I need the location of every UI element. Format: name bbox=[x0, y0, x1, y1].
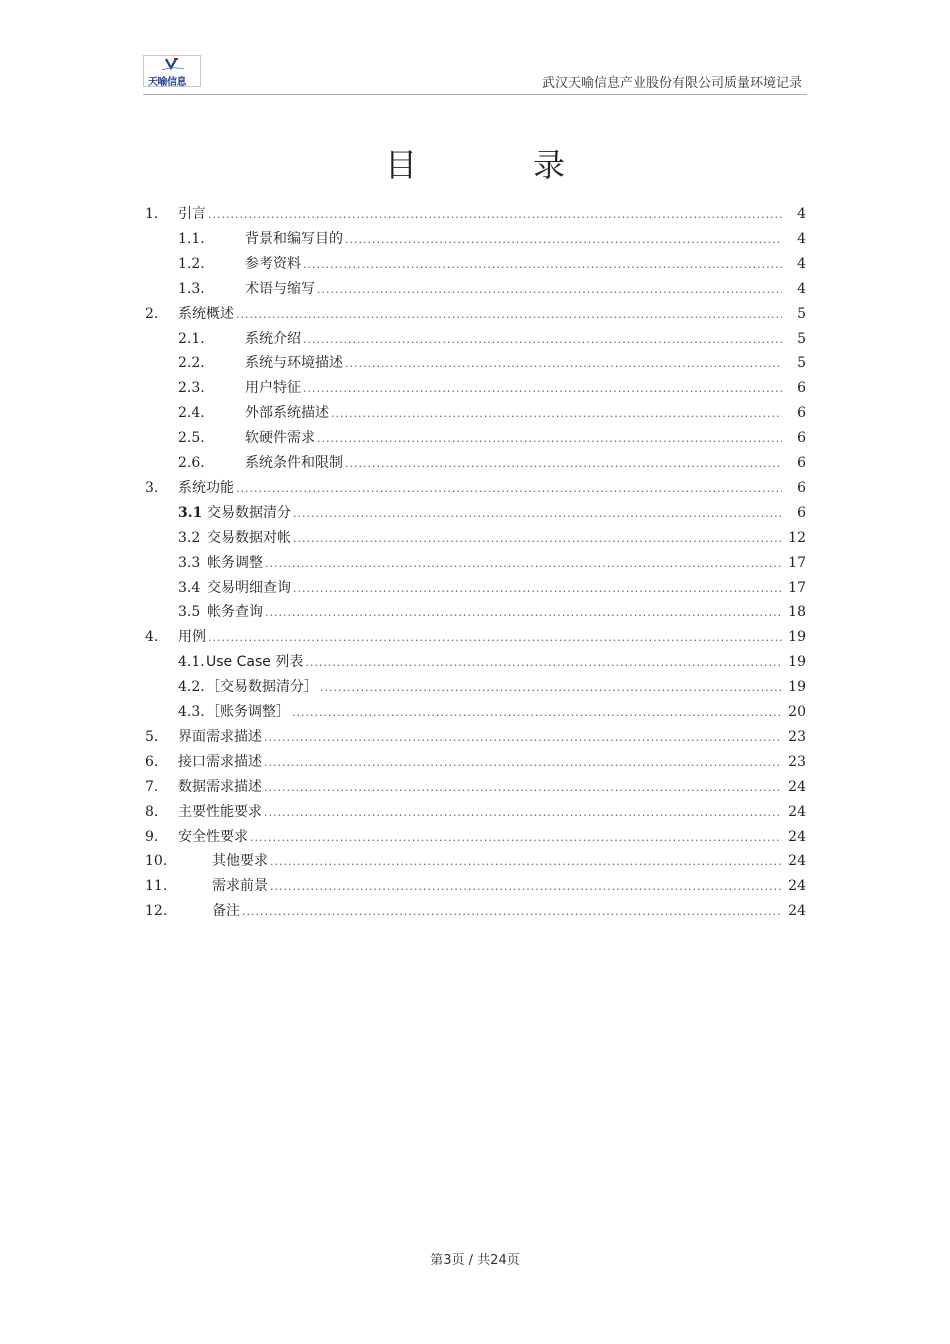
toc-entry-number: 11. bbox=[145, 878, 168, 895]
toc-entry[interactable] bbox=[145, 202, 806, 226]
toc-entry[interactable] bbox=[145, 750, 806, 774]
toc-entry-number: 2.5. bbox=[178, 430, 205, 447]
toc-entry-page: 6 bbox=[797, 380, 806, 397]
toc-entry-title: 系统功能 bbox=[178, 479, 234, 496]
toc-entry-title: 用户特征 bbox=[245, 380, 301, 397]
toc-leader-dots bbox=[292, 701, 782, 725]
toc-entry-title: 交易数据对帐 bbox=[207, 529, 291, 546]
toc-entry-number: 1. bbox=[145, 206, 159, 222]
toc-leader-dots bbox=[250, 826, 782, 850]
toc-entry-number: 3.3 bbox=[178, 554, 201, 571]
toc-entry-number: 7. bbox=[145, 778, 159, 795]
toc-entry-page: 5 bbox=[797, 305, 806, 322]
toc-entry[interactable] bbox=[145, 576, 806, 600]
toc-entry-number: 3.2 bbox=[178, 529, 201, 546]
toc-entry-number: 9. bbox=[145, 828, 159, 845]
logo-text: 天喻信息 bbox=[148, 77, 186, 88]
toc-entry[interactable] bbox=[145, 700, 806, 724]
toc-entry-title: 引言 bbox=[178, 206, 206, 222]
toc-entry[interactable] bbox=[145, 725, 806, 749]
toc-entry-title: 数据需求描述 bbox=[178, 778, 262, 795]
toc-entry-title: 主要性能要求 bbox=[178, 803, 262, 820]
toc-entry-title: 外部系统描述 bbox=[245, 405, 329, 422]
toc-entry-number: 5. bbox=[145, 728, 159, 745]
header-company-name: 武汉天喻信息产业股份有限公司质量环境记录 bbox=[541, 76, 802, 91]
toc-entry[interactable] bbox=[145, 675, 806, 699]
toc-entry-number: 3.1 bbox=[178, 504, 203, 521]
toc-entry[interactable] bbox=[145, 625, 806, 649]
toc-entry[interactable] bbox=[145, 401, 806, 425]
toc-entry[interactable] bbox=[145, 501, 806, 525]
toc-entry-page: 18 bbox=[788, 604, 806, 621]
toc-leader-dots bbox=[345, 228, 782, 252]
toc-entry-title: 其他要求 bbox=[212, 853, 268, 870]
toc-leader-dots bbox=[317, 278, 782, 302]
toc-leader-dots bbox=[208, 626, 782, 650]
toc-entry-title: 需求前景 bbox=[212, 878, 268, 895]
toc-entry[interactable] bbox=[145, 476, 806, 500]
toc-entry[interactable] bbox=[145, 849, 806, 873]
toc-entry-page: 23 bbox=[788, 728, 806, 745]
toc-entry[interactable] bbox=[145, 825, 806, 849]
toc-leader-dots bbox=[236, 477, 782, 501]
toc-entry-title: 参考资料 bbox=[245, 255, 301, 272]
toc-entry-number: 1.2. bbox=[178, 255, 205, 272]
toc-entry-number: 2.3. bbox=[178, 380, 205, 397]
toc-entry-page: 17 bbox=[788, 579, 806, 596]
toc-entry-page: 6 bbox=[797, 479, 806, 496]
toc-entry-page: 6 bbox=[797, 455, 806, 471]
toc-entry-title: ［交易数据清分］ bbox=[206, 679, 318, 696]
toc-leader-dots bbox=[264, 751, 782, 775]
toc-entry-page: 4 bbox=[797, 206, 806, 222]
toc-entry[interactable] bbox=[145, 327, 806, 351]
toc-entry-title: 备注 bbox=[212, 903, 240, 920]
toc-entry[interactable] bbox=[145, 302, 806, 326]
toc-leader-dots bbox=[331, 402, 782, 426]
toc-leader-dots bbox=[265, 552, 782, 576]
toc-entry[interactable] bbox=[145, 451, 806, 475]
toc-leader-dots bbox=[303, 377, 782, 401]
toc-entry[interactable] bbox=[145, 351, 806, 375]
toc-leader-dots bbox=[236, 303, 782, 327]
toc-entry[interactable] bbox=[145, 252, 806, 276]
toc-entry-page: 5 bbox=[797, 355, 806, 372]
toc-entry-number: 3.5 bbox=[178, 604, 201, 621]
toc-entry[interactable] bbox=[145, 227, 806, 251]
toc-entry-number: 3. bbox=[145, 479, 159, 496]
toc-entry-page: 4 bbox=[797, 230, 806, 247]
toc-leader-dots bbox=[265, 601, 782, 625]
toc-leader-dots bbox=[293, 527, 782, 551]
toc-leader-dots bbox=[303, 328, 782, 352]
toc-entry-page: 6 bbox=[797, 430, 806, 447]
toc-leader-dots bbox=[242, 900, 782, 924]
toc-entry-page: 24 bbox=[788, 828, 806, 845]
toc-entry-number: 8. bbox=[145, 803, 159, 820]
toc-entry-page: 20 bbox=[788, 704, 806, 720]
toc-entry-title: 安全性要求 bbox=[178, 828, 248, 845]
toc-leader-dots bbox=[305, 651, 782, 675]
toc-entry-title: 背景和编写目的 bbox=[245, 230, 343, 247]
toc-entry-number: 2.2. bbox=[178, 355, 205, 372]
toc-entry-page: 24 bbox=[788, 853, 806, 870]
toc-entry-page: 12 bbox=[788, 529, 806, 546]
header-divider bbox=[143, 94, 807, 95]
page-footer: 第3页 / 共24页 bbox=[430, 1253, 520, 1268]
toc-entry[interactable] bbox=[145, 600, 806, 624]
toc-entry-title: 帐务调整 bbox=[207, 554, 263, 571]
toc-entry-title: 界面需求描述 bbox=[178, 728, 262, 745]
toc-entry-page: 19 bbox=[788, 629, 806, 646]
toc-entry-title: 用例 bbox=[178, 629, 206, 646]
toc-entry-title: 系统介绍 bbox=[245, 330, 301, 347]
toc-entry-page: 24 bbox=[788, 778, 806, 795]
toc-leader-dots bbox=[264, 776, 782, 800]
toc-entry-title: Use Case 列表 bbox=[206, 654, 304, 671]
toc-leader-dots bbox=[208, 203, 782, 227]
toc-entry[interactable] bbox=[145, 775, 806, 799]
toc-entry-page: 4 bbox=[797, 255, 806, 272]
toc-leader-dots bbox=[320, 676, 782, 700]
toc-entry[interactable] bbox=[145, 526, 806, 550]
company-logo bbox=[143, 55, 201, 87]
toc-entry[interactable] bbox=[145, 650, 806, 674]
toc-entry-number: 4. bbox=[145, 629, 159, 646]
toc-entry-title: ［账务调整］ bbox=[206, 704, 290, 720]
toc-entry-page: 5 bbox=[797, 330, 806, 347]
toc-leader-dots bbox=[264, 726, 782, 750]
toc-leader-dots bbox=[345, 452, 782, 476]
toc-entry[interactable] bbox=[145, 899, 806, 923]
toc-entry-title: 系统概述 bbox=[178, 305, 234, 322]
toc-entry[interactable] bbox=[145, 426, 806, 450]
toc-entry[interactable] bbox=[145, 800, 806, 824]
toc-leader-dots bbox=[264, 801, 782, 825]
toc-entry-number: 3.4 bbox=[178, 579, 201, 596]
toc-entry[interactable] bbox=[145, 376, 806, 400]
toc-entry-page: 24 bbox=[788, 903, 806, 920]
toc-entry-number: 4.1. bbox=[178, 654, 205, 671]
toc-leader-dots bbox=[317, 427, 782, 451]
toc-entry-number: 1.1. bbox=[178, 230, 205, 247]
toc-entry-number: 12. bbox=[145, 903, 168, 920]
toc-entry-title: 系统条件和限制 bbox=[245, 455, 343, 471]
toc-entry-title: 接口需求描述 bbox=[178, 753, 262, 770]
toc-entry-number: 2.1. bbox=[178, 330, 205, 347]
toc-leader-dots bbox=[293, 502, 782, 526]
toc-entry-title: 术语与缩写 bbox=[245, 280, 315, 297]
toc-leader-dots bbox=[293, 577, 782, 601]
toc-entry-number: 2.6. bbox=[178, 455, 205, 471]
toc-entry-title: 帐务查询 bbox=[207, 604, 263, 621]
toc-leader-dots bbox=[270, 850, 782, 874]
toc-entry-page: 6 bbox=[797, 504, 806, 521]
toc-entry-page: 19 bbox=[788, 654, 806, 671]
toc-leader-dots bbox=[303, 253, 782, 277]
toc-entry-number: 10. bbox=[145, 853, 168, 870]
toc-entry-number: 1.3. bbox=[178, 280, 205, 297]
toc-entry-title: 系统与环境描述 bbox=[245, 355, 343, 372]
toc-entry-page: 4 bbox=[797, 280, 806, 297]
toc-leader-dots bbox=[345, 352, 782, 376]
toc-entry-page: 23 bbox=[788, 753, 806, 770]
toc-entry[interactable] bbox=[145, 874, 806, 898]
toc-entry-number: 2.4. bbox=[178, 405, 205, 422]
toc-entry-number: 4.2. bbox=[178, 679, 205, 696]
toc-entry-number: 4.3. bbox=[178, 704, 205, 720]
page-title: 目 录 bbox=[384, 146, 607, 184]
toc-entry-page: 24 bbox=[788, 878, 806, 895]
toc-entry[interactable] bbox=[145, 551, 806, 575]
toc-entry-page: 24 bbox=[788, 803, 806, 820]
toc-entry[interactable] bbox=[145, 277, 806, 301]
toc-entry-title: 交易明细查询 bbox=[207, 579, 291, 596]
toc-leader-dots bbox=[270, 875, 782, 899]
toc-entry-number: 2. bbox=[145, 305, 159, 322]
toc-entry-page: 6 bbox=[797, 405, 806, 422]
toc-entry-title: 软硬件需求 bbox=[245, 430, 315, 447]
toc-entry-title: 交易数据清分 bbox=[207, 504, 291, 521]
toc-entry-page: 19 bbox=[788, 679, 806, 696]
toc-entry-number: 6. bbox=[145, 753, 159, 770]
toc-entry-page: 17 bbox=[788, 554, 806, 571]
